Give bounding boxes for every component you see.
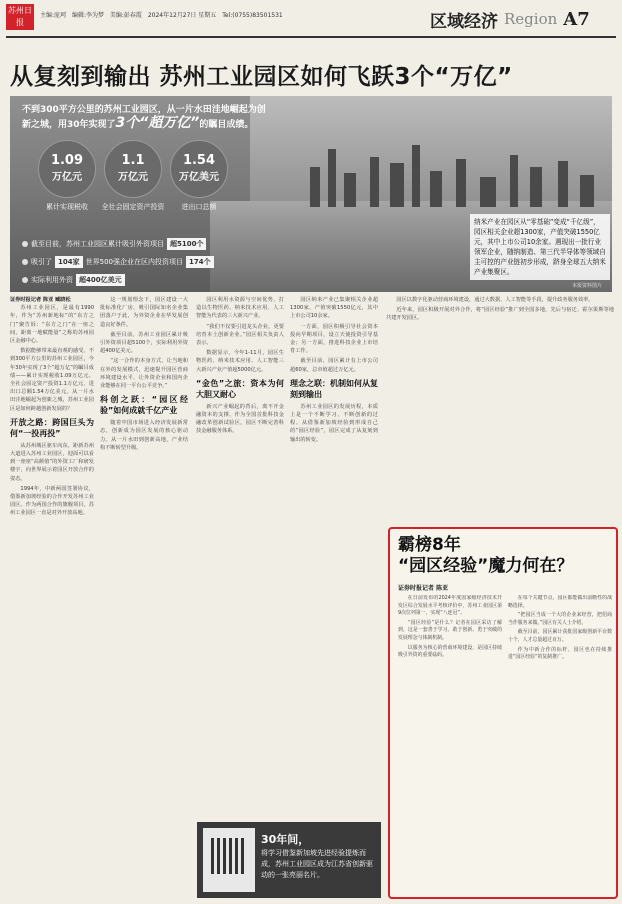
stat-line-projects	[22, 238, 206, 250]
meta-designer: 美编:彭春霞	[109, 12, 142, 19]
stat-text: 实际利用外资	[31, 276, 73, 284]
feature-column-right	[508, 595, 612, 895]
stat-highlight: 104家	[55, 256, 83, 268]
building	[310, 167, 320, 207]
hero-intro-tail: 的瞩目成绩。	[199, 120, 254, 130]
feature-title: 霸榜8年	[398, 535, 461, 555]
stat-circle-investment	[104, 140, 162, 198]
stat-circle-trade	[170, 140, 228, 198]
building	[510, 155, 518, 207]
feature-byline: 证券时报记者 陈亚	[398, 585, 449, 592]
paragraph: 园区纳米产业已集聚相关企业超1300家，产值突破1550亿元，其中上市公司10余家。	[290, 297, 378, 320]
hero-intro-highlight: 3个“超万亿”	[115, 115, 200, 131]
paragraph: “这一合作的本身方式，让当地和在外的发展模式，迅速提升园区营商环境建设水平，让外资企业和国内企业能够在同一平台公平竞争。”	[100, 358, 188, 390]
stat-circle-unit: 万亿元	[52, 172, 82, 183]
hero-intro-text: 不到300平方公里的苏州工业园区，从一片水田洼地崛起为创新之城，用30年实现了	[22, 105, 266, 130]
building	[412, 145, 420, 207]
paragraph: 作为中新合作的标杆，园区也在持续推进“园区经验”的复制推广。	[508, 646, 612, 661]
building	[430, 171, 442, 207]
building	[480, 177, 496, 207]
header-rule	[6, 36, 616, 38]
stat-circle-unit: 万亿元	[118, 172, 148, 183]
photo-credit: 本报资料图片	[572, 283, 603, 289]
section-title-en: Region	[504, 10, 558, 28]
building	[456, 159, 466, 207]
bullet-dot-icon	[22, 277, 28, 283]
stat-line-fortune500	[22, 256, 214, 268]
stat-circle-value: 1.09	[50, 153, 84, 168]
paragraph: 近年来，园区积极开展对外合作，将“园区经验”推广到全国多地，先后与宿迁、霍尔果斯等地共建开发园区。	[386, 307, 614, 322]
paragraph: 以服务为核心的营商环境建设，是园区持续吸引外资的重要砝码。	[398, 644, 502, 659]
article-column-4	[290, 296, 378, 818]
subheading: 开放之路：跨国巨头为何“一投再投”	[10, 417, 94, 438]
paragraph: 数据显示，今年1-11月，园区生物医药、纳米技术应用、人工智能三大新兴产业产值超5000亿元。	[196, 350, 284, 373]
meta-editor: 主编:庞珂	[40, 12, 67, 19]
section-title: 区域经济	[430, 11, 498, 32]
article-byline: 证券时报记者 陈亚 臧晓松	[10, 297, 71, 303]
paragraph: 园区利用水资源与空间优势，打造以生物医药、纳米技术应用、人工智能为代表的三大新兴产业。	[196, 297, 284, 320]
paragraph: 随着中国市场进入经济发展新常态，创新成为园区发展的核心驱动力。从一片水田到创新高地，产业结构不断转型升级。	[100, 420, 188, 451]
building	[390, 163, 404, 207]
stat-circle-value: 1.54	[182, 153, 216, 168]
bullet-dot-icon	[22, 259, 28, 265]
article-column-5	[386, 296, 614, 516]
article-column-1	[10, 296, 94, 896]
hero-caption: 纳米产业在园区从“零基础”变成“千亿级”，园区相关企业超1300家，产值突破1550亿元，其中上市公司10余家。遇现出一批行业领军企业，随纳制造、第三代半导体等领域自主可控的产业链初步形成，跻身全球五大纳米产业集聚区。	[470, 214, 610, 280]
stat-circle-value: 1.1	[121, 153, 145, 168]
qr-code-icon	[203, 828, 255, 892]
promo-text-block	[261, 834, 377, 881]
meta-editor-2: 编辑:李为梦	[71, 12, 104, 19]
paragraph: 截至目前，园区累计有上市公司超60家，总市值超过万亿元。	[290, 358, 378, 373]
subheading: “金色”之旅：资本为何大胆又耐心	[196, 378, 284, 399]
paragraph: 截至目前，苏州工业园区累计吸引外资项目超5100个，实际利用外资超400亿美元。	[100, 331, 188, 355]
bullet-dot-icon	[22, 241, 28, 247]
building	[370, 157, 379, 207]
stat-text: 世界500强企业在区内投资项目	[85, 258, 183, 266]
paragraph: 截至目前，园区累计获批国家级创新平台数十个，人才总量超过百万。	[508, 629, 612, 643]
building	[328, 149, 336, 207]
feature-subtitle: “园区经验”魔力何在？	[398, 556, 574, 576]
subheading: 理念之联：机制如何从复刻到输出	[290, 378, 378, 399]
article-column-2	[100, 296, 188, 896]
stat-text: 吸引了	[31, 258, 52, 266]
building	[558, 161, 568, 207]
newspaper-logo: 苏州日报	[6, 4, 34, 30]
stat-line-fdi	[22, 274, 125, 286]
paragraph: “把园区当成一个大的企业来经营，把招商当作服务来做。”园区有关人士介绍。	[508, 612, 612, 626]
stat-highlight: 超5100个	[167, 238, 206, 250]
stat-text: 截至目前，苏州工业园区累计吸引外资项目	[31, 240, 164, 248]
stat-circle-label: 累计实现税收	[46, 203, 88, 211]
meta-date: 2024年12月27日 星期五	[147, 12, 217, 19]
stat-circle-unit: 万亿美元	[179, 172, 219, 183]
meta-tel: Tel:(0755)83501531	[222, 12, 283, 19]
stat-highlight: 174个	[186, 256, 214, 268]
hero-intro	[22, 104, 272, 132]
section-header	[430, 6, 590, 32]
building	[580, 175, 594, 207]
paragraph: 苏州工业园区，是最有1990年，作为“苏州新地标”的“东方之门”聚告诉：“东方之门”在一座之间，距离一地赋能量”之称的苏州园区金融中心。	[10, 305, 94, 345]
stat-circle-label: 全社会固定资产投资	[101, 203, 165, 211]
subheading: 科创之跃：“园区经验”如何成就千亿产业	[100, 395, 188, 416]
stat-circle-label: 进出口总额	[181, 203, 217, 211]
building	[344, 173, 356, 207]
article-column-3	[196, 296, 284, 818]
paragraph: 苏州工业园区的发展历程，本质上是一个不断学习、不断创新的过程。从借鉴新加坡经验到形成自己的“园区经验”，园区完成了从复刻到输出的转变。	[290, 403, 378, 443]
feature-column-left	[398, 595, 502, 895]
paragraph: 一方面，园区积极引导社会资本投向早期项目，设立天使投资引导基金；另一方面，推进科技企业上市培育工作。	[290, 323, 378, 355]
paragraph: 在日前发布的2024年度国家级经济技术开发区综合发展水平考核评价中，苏州工业园区第9次位列第一，实现“八连冠”。	[398, 595, 502, 617]
promo-text: 将学习借鉴新加坡先进经验提炼而成，苏州工业园区成为江苏省创新驱动的一张亮丽名片。	[261, 849, 373, 879]
stat-highlight: 超400亿美元	[76, 274, 125, 286]
paragraph: “园区经验”是什么？记者在园区采访了解到，这是一套善于学习、敢于创新、勇于突破的发展理念与体制机制。	[398, 619, 502, 641]
promo-box	[197, 822, 381, 898]
feature-box	[388, 527, 618, 899]
paragraph: 这一规划理念下，园区建设一大批标准化厂房，吸引国际知名企业集团落户于此，为外资企业在华发展创造良好条件。	[100, 297, 188, 328]
paragraph: 新兴产业崛起的背后，离不开金融资本的支撑。作为全国首批科技金融改革创新试验区，园区不断完善科技金融服务体系。	[196, 403, 284, 435]
paragraph: 园区以数字化驱动营商环境建设，通过大数据、人工智能等手段，提升政务服务效率。	[396, 297, 594, 303]
paragraph: 数据能够带来最直观的感受。不到300平方公里的苏州工业园区，今年30年实现了3个“超万亿”的瞩目成绩——累计实现税收1.09万亿元、全社会固定资产投资1.1万亿元、进出口总额1.54万亿美元。从一片水田洼地崛起为创新之城，苏州工业园区是如何跨越创新发展的？	[10, 348, 94, 412]
page-headline: 从复刻到输出 苏州工业园区如何飞跃3个“万亿”	[10, 64, 513, 90]
page-number: A7	[563, 8, 590, 30]
building	[530, 167, 542, 207]
stat-circle-tax	[38, 140, 96, 198]
paragraph: 1994年，中新两国签署协议，借鉴新加坡经验的合作开发苏州工业园区。作为两国合作的旗舰项目，苏州工业园区一直是对外开放高地。	[10, 485, 94, 517]
paragraph: 从苏州城区驱车向东，距新苏州大道进入苏州工业园区，迎面可以看到一座座“高颜值”的外资工厂和研发楼宇，向世界展示着园区开放合作的姿态。	[10, 442, 94, 482]
paragraph: “我们不仅要引进龙头企业，更要培育本土创新企业。”园区相关负责人表示。	[196, 323, 284, 347]
paragraph: 在每个关键节点，园区都能做出前瞻性的战略选择。	[508, 595, 612, 609]
masthead-meta	[40, 10, 287, 19]
promo-headline: 30年间，	[261, 833, 310, 846]
